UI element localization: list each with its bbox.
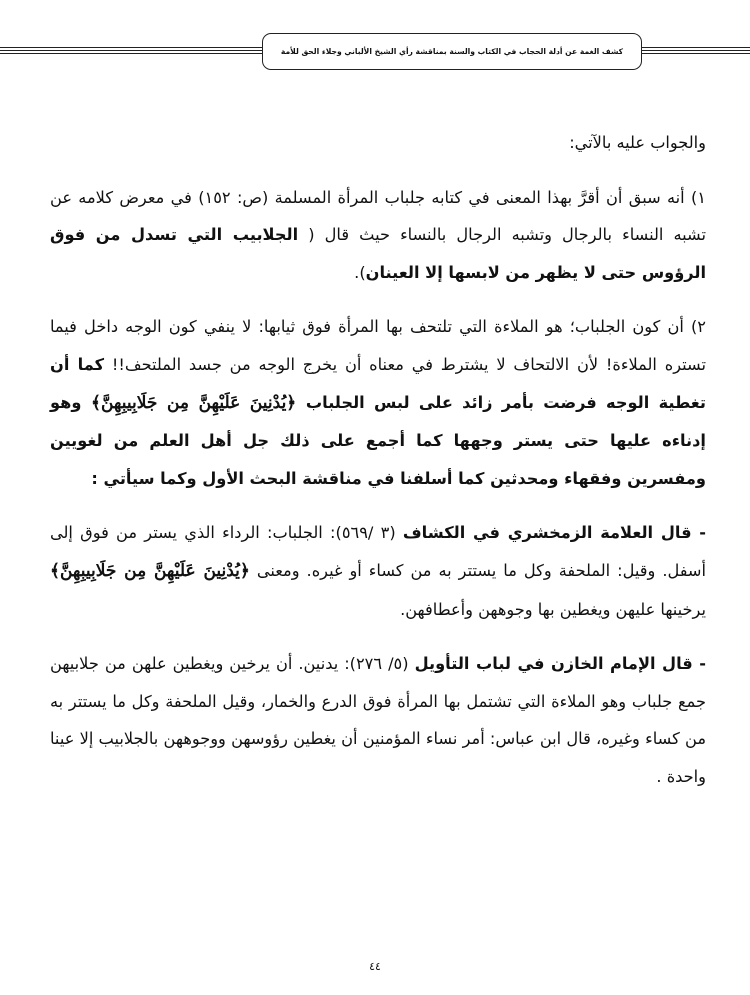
quran-verse-2: ﴿يُدْنِينَ عَلَيْهِنَّ مِن جَلَابِيبِهِنَّ﴾ [50, 560, 250, 581]
paragraph-point-1 [50, 179, 706, 292]
khazin-text: (٥/ ٢٧٦): يدنين. أن يرخين ويغطين علهن من جلابيهن جمع جلباب وهو الملاءة التي تشتمل بها المرأة فوق الدرع والخمار، وقيل الملحفة وكل ما يستتر به من كساء وغيره، قال ابن عباس: أمر نساء المؤمنين أن يغطين رؤوسهن ووجوههن بالجلابيب إلا عينا واحدة . [50, 654, 706, 786]
point-1-quote: الجلابيب التي تسدل من فوق الرؤوس حتى لا يظهر من لابسها إلا العينان [50, 225, 706, 282]
point-2-emphasis: كما أن تغطية الوجه فرضت بأمر زائد على لبس الجلباب [50, 354, 707, 412]
paragraph-point-2 [50, 308, 706, 497]
running-header [262, 33, 642, 70]
answer-intro-text: والجواب عليه بالآتي: [569, 133, 706, 152]
paragraph-answer-intro [50, 124, 706, 162]
zamakhshari-explanation: يرخينها عليهن ويغطين بها وجوههن وأعطافهن. [400, 599, 706, 619]
point-2-text: ٢) أن كون الجلباب؛ هو الملاءة التي تلتحف بها المرأة فوق ثيابها: لا ينفي كون الوجه داخل فيما تستره الملاءة! لأن الالتحاف لا يشترط في معناه أن يخرج الوجه من جسد الملتحف!! [50, 317, 706, 374]
page-body [50, 124, 706, 796]
paragraph-zamakhshari [50, 514, 706, 628]
point-1-text: ١) أنه سبق أن أقرَّ بهذا المعنى في كتابه جلباب المرأة المسلمة (ص: ١٥٢) في معرض كلامه عن تشبه النساء بالرجال وتشبه الرجال بالنساء حيث قال ( [50, 187, 706, 245]
zamakhshari-citation: - قال العلامة الزمخشري في الكشاف [402, 523, 706, 543]
point-1-close: ). [354, 262, 366, 282]
point-2-continuation: وهو إدناءه عليها حتى يستر وجهها كما أجمع على ذلك جل أهل العلم من لغويين ومفسرين وفقهاء ومحدثين كما أسلفنا في مناقشة البحث الأول وكما سيأتي : [50, 392, 706, 488]
page-number: ٤٤ [369, 960, 381, 973]
zamakhshari-text: (٣ /٥٦٩): الجلباب: الرداء الذي يستر من فوق إلى أسفل. وقيل: الملحفة وكل ما يستتر به من كساء أو غيره. ومعنى [50, 523, 706, 580]
paragraph-khazin [50, 645, 706, 795]
quran-verse-1: ﴿يُدْنِينَ عَلَيْهِنَّ مِن جَلَابِيبِهِنَّ﴾ [81, 392, 306, 413]
khazin-citation: - قال الإمام الخازن في لباب التأويل [414, 654, 706, 674]
running-header-title: كشف الغمة عن أدلة الحجاب في الكتاب والسنة بمناقشة رأي الشيخ الألباني وجلاء الحق للأمة [280, 47, 624, 56]
